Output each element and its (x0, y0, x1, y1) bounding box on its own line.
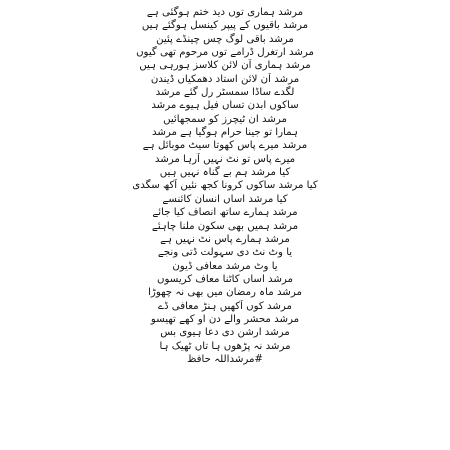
poem-line: مرشد آن لائن استاد دھمکیاں ڈیندن (150, 73, 300, 85)
poem-line: مرشد ارتغرل ڈرامے توں مرحوم تھی گیوں (136, 47, 314, 59)
poem-line: لگدے ساڈا سمسٹر رل گئے مرشد (155, 87, 295, 99)
poem-line: #مرشداللہ حافظ (187, 353, 263, 365)
poem-line: مرشد باقی لوگ چس چینڈے پئین (156, 33, 294, 45)
poem-line: کیا مرشد ساکوں کرونا کجھ نئیں آکھ سگدی (132, 180, 318, 192)
poem-line: مرشد ماہ رمضان میں بھی نہ چھوڑا (148, 287, 302, 299)
poem-line: مرشد کوں آکھیں ہنڑ معافی ڈے (158, 300, 292, 312)
poem-line: مرشد میرے پاس کھوتا سیٹ موبائل ہے (142, 140, 308, 152)
poem-line: ہمارا تو جینا حرام ہوگیا ہے مرشد (151, 127, 298, 139)
poem-line: مرشد محشر والے دن او کھے تھیسو (150, 313, 300, 325)
poem-line: مرشد ہمارے پاس نٹ نہیں ہے (160, 233, 290, 245)
poem-line: کیا مرشد اساں انسان کائنسے (162, 193, 288, 205)
poem-line: مرشد ہماری توں دید ختم ہوگئی ہے (146, 7, 304, 18)
poem-line: مرشد نہ پڑھوں ہا تاں ٹھیک ہا (159, 340, 291, 352)
poem-line: مرشد ہمارے ساتھ انصاف کیا جائے (152, 207, 298, 219)
poem-line: مرشد باقیوں کے پیپر کینسل ہوگئے ہیں (141, 20, 309, 32)
poem-line: مرشد ان ٹیچرز کو سمجھائیں (163, 113, 287, 125)
poem-line: میرے پاس تو نٹ نہیں آرہا مرشد (154, 153, 296, 165)
poem-line: یا وٹ نٹ دی سہولت ڈتی ونجے (157, 247, 293, 259)
poem-text (0, 6, 450, 366)
poem-line: مرشد اساں کاٹنا معاف کریسوں (156, 273, 293, 285)
poem-line: مرشد ہمیں بھی سکون ملنا چاہئے (151, 220, 299, 232)
poem-line: ساکوں ابدن تساں فیل ہیوے مرشد (151, 100, 299, 112)
poem-line: مرشد ارشن دی دعا ہیوی بس (160, 327, 290, 339)
poem-line: کیا مرشد ہم بے گناہ نہیں ہیں (159, 167, 291, 179)
poem-line: مرشد ہماری آن لائن کلاسز ہورہی ہیں (139, 60, 311, 72)
poem-line: یا وٹ مرشد معافی ڈیون (172, 260, 278, 272)
